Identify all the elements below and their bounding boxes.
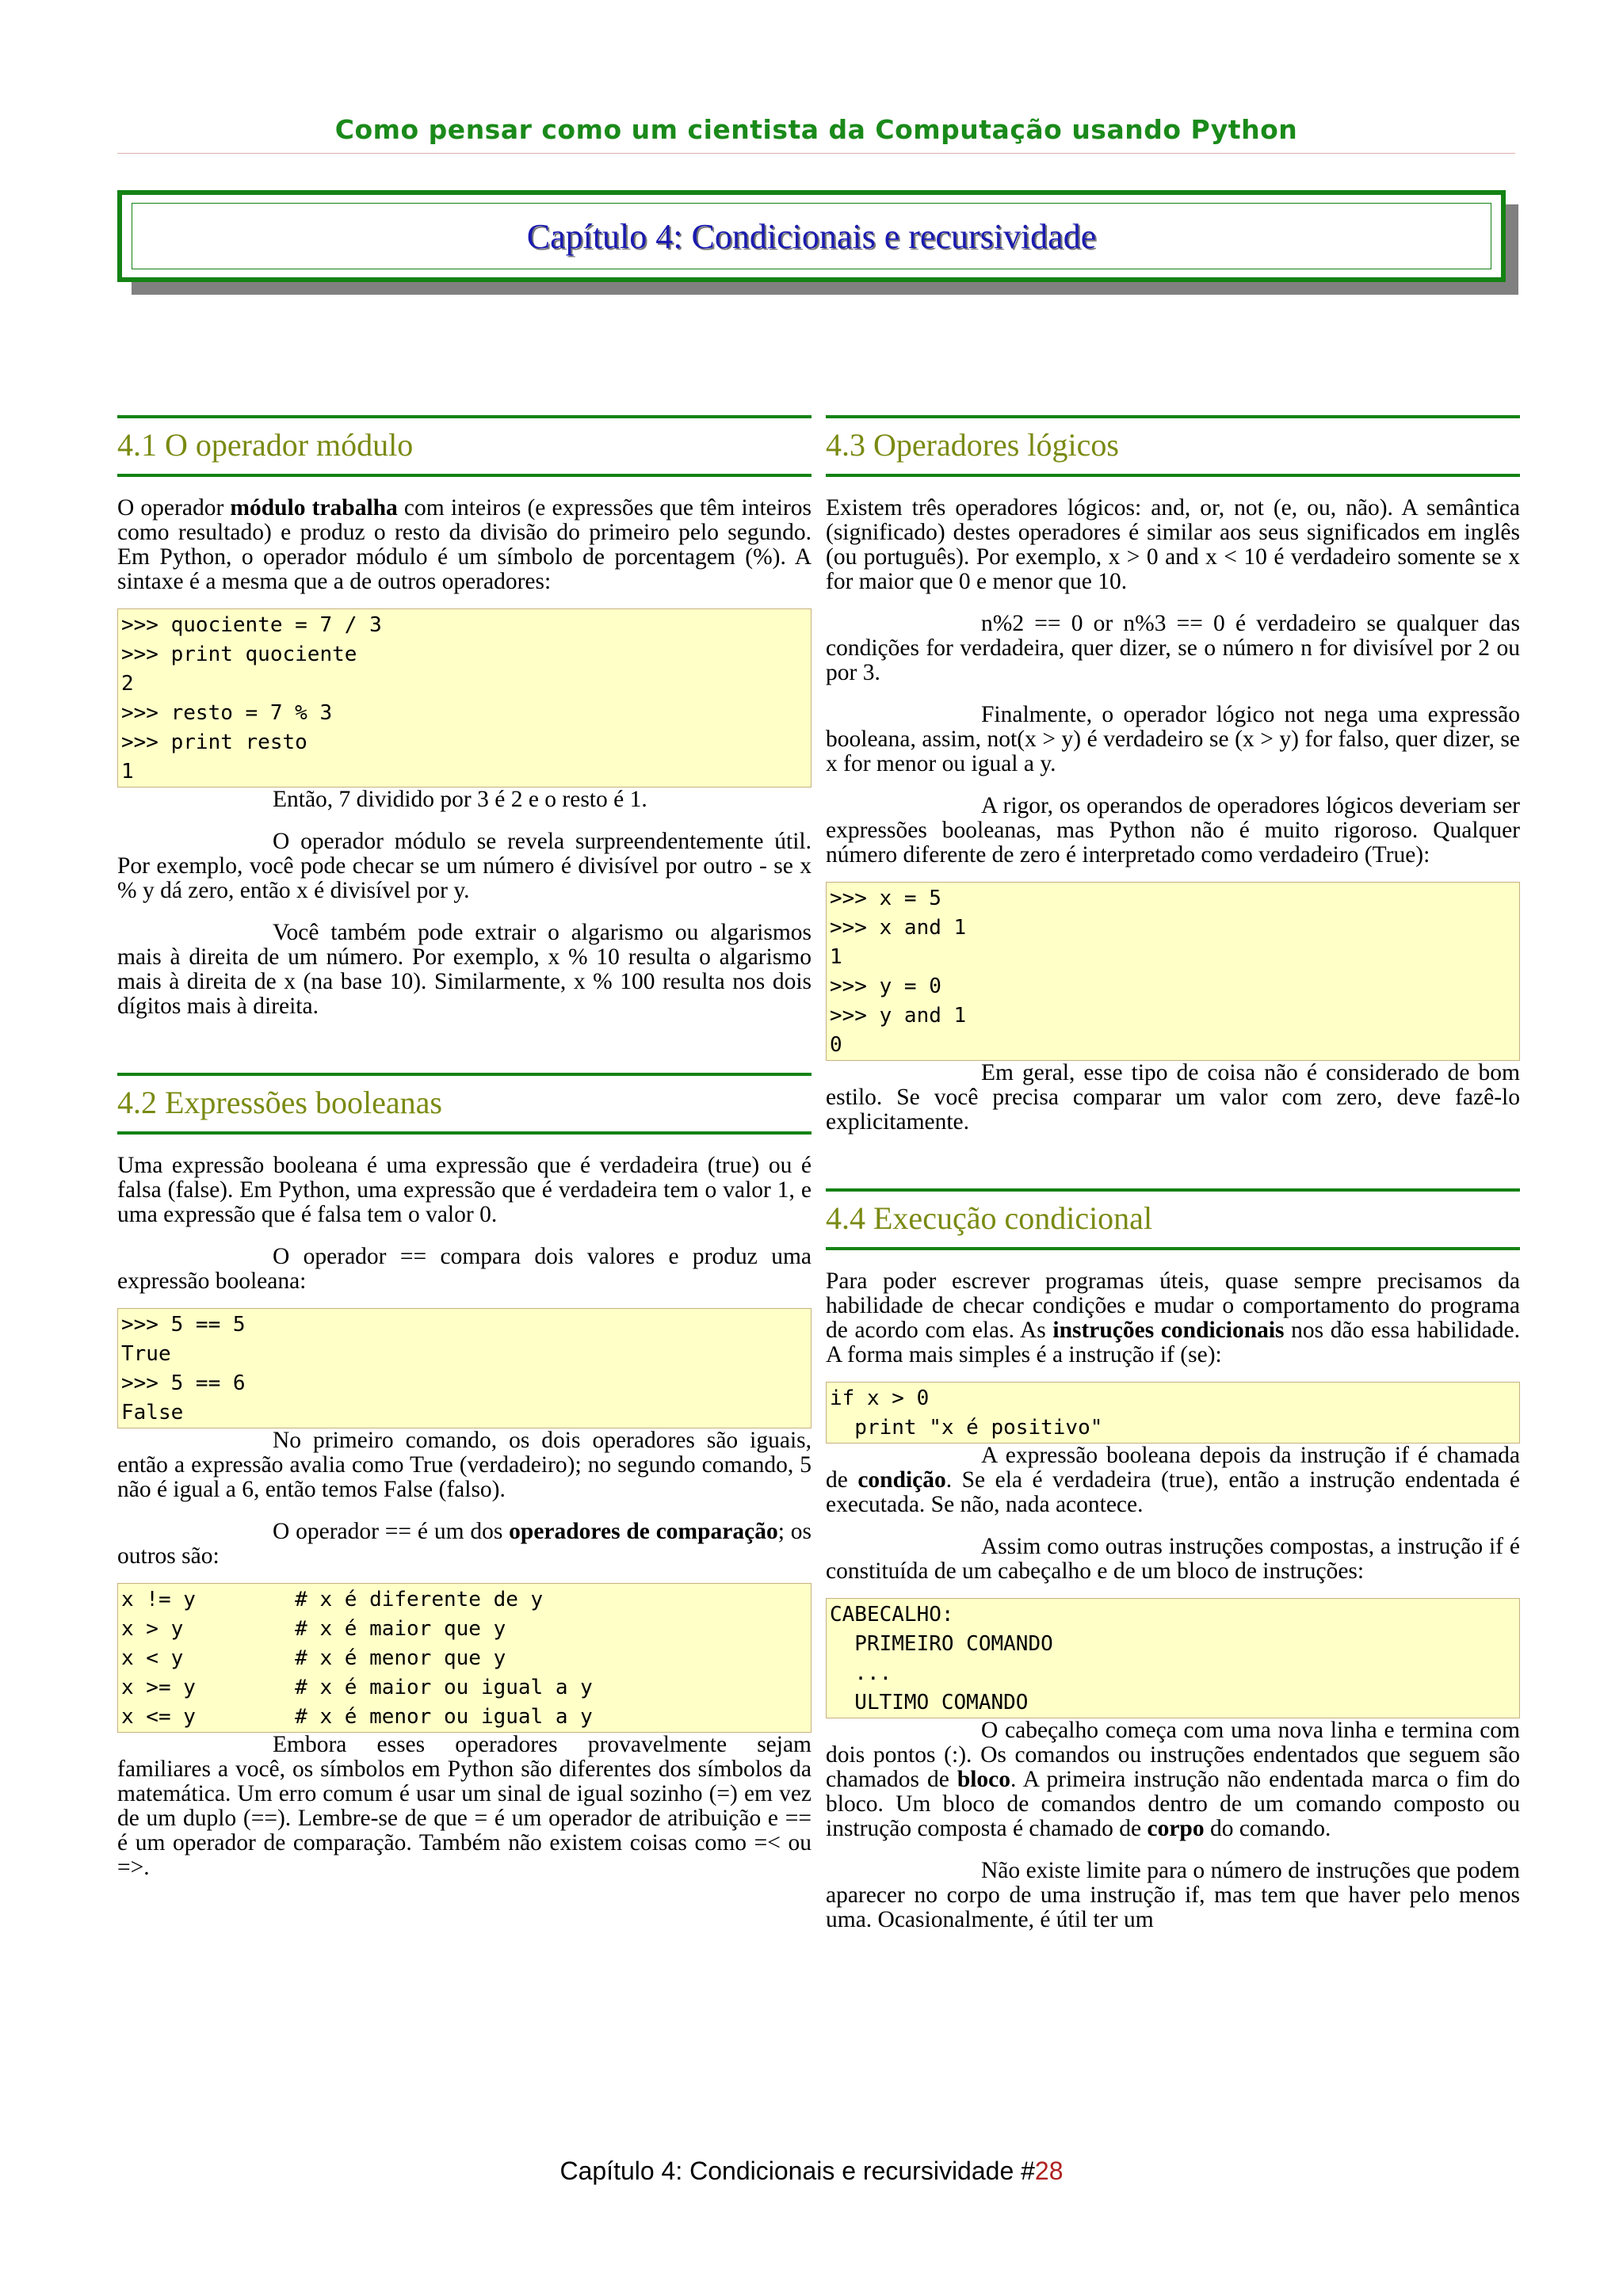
text: O operador xyxy=(117,495,231,521)
paragraph xyxy=(117,496,812,594)
section-title: 4.1 O operador módulo xyxy=(117,415,812,477)
left-column xyxy=(117,415,812,1880)
paragraph: Então, 7 dividido por 3 é 2 e o resto é 1. xyxy=(273,787,647,812)
code-line: 1 xyxy=(121,760,134,784)
code-line: >>> print quociente xyxy=(121,643,357,666)
paragraph: Assim como outras instruções compostas, a instrução if é constituída de um cabeçalho e de um bloco de instruções: xyxy=(826,1534,1520,1584)
section-4-2 xyxy=(117,1073,812,1880)
code-line: 1 xyxy=(830,945,842,969)
bold-term: instruções condicionais xyxy=(1052,1318,1285,1343)
code-line: False xyxy=(121,1401,184,1425)
section-title: 4.3 Operadores lógicos xyxy=(826,415,1520,477)
code-line: if x > 0 xyxy=(830,1386,930,1410)
chapter-title: Capítulo 4: Condicionais e recursividade xyxy=(526,216,1097,256)
code-line: >>> print resto xyxy=(121,730,307,754)
code-line: x != y # x é diferente de y xyxy=(121,1588,544,1611)
code-line: 0 xyxy=(830,1033,842,1057)
paragraph: Uma expressão booleana é uma expressão que é verdadeira (true) ou é falsa (false). Em Python, uma expressão que é verdadeira tem o valor 1, e uma expressão que é falsa tem o valor 0. xyxy=(117,1153,812,1227)
paragraph: Existem três operadores lógicos: and, or, not (e, ou, não). A semântica (significado) destes operadores é similar aos seus significados em inglês (ou português). Por exemplo, x > 0 and x < 10 é verdadeiro somente se x for maior que 0 e menor que 10. xyxy=(826,495,1520,594)
section-4-3 xyxy=(826,415,1520,1135)
code-block xyxy=(826,1598,1520,1718)
code-line: >>> y = 0 xyxy=(830,974,941,998)
paragraph: No primeiro comando, os dois operadores são iguais, então a expressão avalia como True (verdadeiro); no segundo comando, 5 não é igual a 6, então temos False (falso). xyxy=(117,1428,812,1502)
section-title: 4.4 Execução condicional xyxy=(826,1188,1520,1250)
text: A expressão booleana depois da instrução if é chamada de xyxy=(826,1443,1520,1493)
book-title: Como pensar como um cientista da Computação usando Python xyxy=(334,114,1298,145)
paragraph: n%2 == 0 or n%3 == 0 é verdadeiro se qualquer das condições for verdadeira, quer dizer, se o número n for divisível por 2 ou por 3. xyxy=(826,611,1520,685)
text: ; os outros são: xyxy=(117,1519,812,1569)
code-line: >>> x and 1 xyxy=(830,916,967,940)
text: do comando. xyxy=(1204,1816,1331,1841)
bold-term: operadores de comparação xyxy=(509,1519,778,1544)
code-block xyxy=(117,608,812,788)
code-line: print "x é positivo" xyxy=(830,1416,1103,1440)
paragraph: A rigor, os operandos de operadores lógicos deveriam ser expressões booleanas, mas Python não é muito rigoroso. Qualquer número diferente de zero é interpretado como verdadeiro (True): xyxy=(826,793,1520,868)
paragraph xyxy=(117,1520,812,1569)
section-4-1 xyxy=(117,415,812,1019)
code-block xyxy=(117,1583,812,1733)
paragraph: O operador == compara dois valores e produz uma expressão booleana: xyxy=(117,1244,812,1294)
bold-term: condição xyxy=(857,1467,946,1493)
paragraph: Finalmente, o operador lógico not nega uma expressão booleana, assim, not(x > y) é verdadeiro se (x > y) for falso, quer dizer, se x for menor ou igual a y. xyxy=(826,702,1520,776)
page-footer xyxy=(0,2157,1623,2186)
text: O cabeçalho começa com uma nova linha e termina com dois pontos (:). Os comandos ou instruções endentados que seguem são chamados de xyxy=(826,1718,1520,1792)
code-line: >>> 5 == 5 xyxy=(121,1313,246,1337)
code-line: >>> y and 1 xyxy=(830,1004,967,1028)
code-line: >>> 5 == 6 xyxy=(121,1371,246,1395)
section-title: 4.2 Expressões booleanas xyxy=(117,1073,812,1135)
code-line: ULTIMO COMANDO xyxy=(830,1691,1029,1714)
code-line: x < y # x é menor que y xyxy=(121,1646,506,1670)
chapter-title-box xyxy=(117,190,1506,282)
code-line: CABECALHO: xyxy=(830,1603,954,1627)
code-block xyxy=(826,1382,1520,1444)
text: . A primeira instrução não endentada marca o fim do bloco. Um bloco de comandos dentro de um comando composto ou instrução composta é chamado de xyxy=(826,1767,1520,1841)
text: Para poder escrever programas úteis, quase sempre precisamos da habilidade de checar condições e mudar o comportamento do programa de acordo com elas. As xyxy=(826,1268,1520,1343)
page-number: 28 xyxy=(1034,2157,1064,2185)
paragraph: Embora esses operadores provavelmente sejam familiares a você, os símbolos em Python são diferentes dos símbolos da matemática. Um erro comum é usar um sinal de igual sozinho (=) em vez de um duplo (==). Lembre-se de que = é um operador de atribuição e == é um operador de comparação. Também não existem coisas como =< ou =>. xyxy=(117,1732,812,1880)
code-line: >>> quociente = 7 / 3 xyxy=(121,613,382,637)
right-column xyxy=(826,415,1520,1932)
code-line: >>> x = 5 xyxy=(830,887,941,910)
paragraph xyxy=(826,1444,1520,1517)
code-block xyxy=(826,882,1520,1061)
chapter-title-inner xyxy=(132,203,1491,269)
code-line: ... xyxy=(830,1661,892,1685)
code-line: 2 xyxy=(121,672,134,696)
paragraph: O operador módulo se revela surpreendentemente útil. Por exemplo, você pode checar se um número é divisível por outro - se x % y dá zero, então x é divisível por y. xyxy=(117,829,812,903)
code-line: PRIMEIRO COMANDO xyxy=(830,1632,1053,1656)
code-line: True xyxy=(121,1342,171,1366)
header-rule xyxy=(117,153,1515,154)
bold-term: módulo trabalha xyxy=(230,495,398,521)
code-line: >>> resto = 7 % 3 xyxy=(121,701,333,725)
code-block xyxy=(117,1308,812,1428)
paragraph: Não existe limite para o número de instruções que podem aparecer no corpo de uma instrução if, mas tem que haver pelo menos uma. Ocasionalmente, é útil ter um xyxy=(826,1858,1520,1932)
bold-term: corpo xyxy=(1147,1816,1205,1841)
paragraph xyxy=(826,1718,1520,1841)
paragraph: Você também pode extrair o algarismo ou algarismos mais à direita de um número. Por exemplo, x % 10 resulta o algarismo mais à direita de x (na base 10). Similarmente, x % 100 resulta nos dois dígitos mais à direita. xyxy=(117,920,812,1019)
code-line: x > y # x é maior que y xyxy=(121,1617,506,1641)
paragraph xyxy=(826,1269,1520,1367)
text: nos dão essa habilidade. A forma mais simples é a instrução if (se): xyxy=(826,1318,1520,1367)
footer-text: Capítulo 4: Condicionais e recursividade # xyxy=(559,2157,1035,2185)
text: . Se ela é verdadeira (true), então a instrução endentada é executada. Se não, nada acontece. xyxy=(826,1467,1521,1517)
code-line: x >= y # x é maior ou igual a y xyxy=(121,1676,593,1699)
text: O operador == é um dos xyxy=(273,1519,510,1544)
paragraph: Em geral, esse tipo de coisa não é considerado de bom estilo. Se você precisa comparar um valor com zero, deve fazê-lo explicitamente. xyxy=(826,1060,1520,1135)
code-line: x <= y # x é menor ou igual a y xyxy=(121,1705,593,1729)
section-4-4 xyxy=(826,1188,1520,1932)
text: com inteiros (e expressões que têm inteiros como resultado) e produz o resto da divisão do primeiro pelo segundo. Em Python, o operador módulo é um símbolo de porcentagem (%). A sintaxe é a mesma que a de outros operadores: xyxy=(117,495,812,594)
bold-term: bloco xyxy=(957,1767,1011,1792)
